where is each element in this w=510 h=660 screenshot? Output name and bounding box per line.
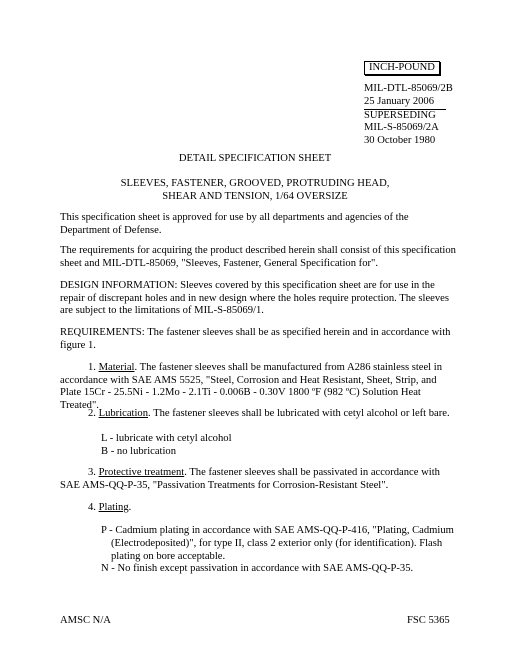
material-heading: Material bbox=[98, 362, 135, 373]
material-text: . The fastener sleeves shall be manufactured from A286 stainless steel in accordance with SAE AMS 5525, "Steel, Corrosion and Heat Resistant, Sheet, Strip, and Plate 15Cr - 25.5Ni - 1.2Mo - 2.1Ti - 0.006B - 0.30V 1800 ºF (982 ºC) Solution Heat Treated". bbox=[60, 362, 443, 411]
protective-number: 3. bbox=[88, 467, 96, 478]
superseding-label: SUPERSEDING bbox=[364, 109, 436, 121]
document-header bbox=[364, 83, 453, 148]
protective-treatment-paragraph bbox=[60, 467, 456, 492]
spec-title-line1: SLEEVES, FASTENER, GROOVED, PROTRUDING HEAD, bbox=[120, 178, 390, 189]
lubrication-number: 2. bbox=[88, 408, 96, 419]
material-number: 1. bbox=[88, 362, 96, 373]
plating-option-n: N - No finish except passivation in accordance with SAE AMS-QQ-P-35. bbox=[101, 563, 414, 574]
document-id: MIL-DTL-85069/2B bbox=[364, 83, 453, 94]
plating-option-p-line1: P - Cadmium plating in accordance with SAE AMS-QQ-P-416, "Plating, Cadmium bbox=[101, 525, 454, 536]
plating-heading-dot: . bbox=[128, 502, 132, 513]
lubrication-option-b: B - no lubrication bbox=[101, 446, 177, 457]
footer-amsc: AMSC N/A bbox=[60, 615, 111, 626]
plating-number: 4. bbox=[88, 502, 96, 513]
acquisition-paragraph: The requirements for acquiring the product described herein shall consist of this specification sheet and MIL-DTL-85069, "Sleeves, Fastener, General Specification for". bbox=[60, 245, 456, 269]
plating-option-p-line3: plating on bore acceptable. bbox=[111, 551, 226, 562]
sheet-title: DETAIL SPECIFICATION SHEET bbox=[178, 153, 332, 164]
footer-fsc: FSC 5365 bbox=[407, 615, 450, 626]
document-date: 25 January 2006 bbox=[364, 96, 446, 110]
material-paragraph bbox=[60, 362, 456, 412]
protective-text: . The fastener sleeves shall be passivated in accordance with SAE AMS-QQ-P-35, "Passivation Treatments for Corrosion-Resistant Steel". bbox=[60, 467, 440, 491]
superseded-id: MIL-S-85069/2A bbox=[364, 122, 439, 134]
requirements-paragraph: REQUIREMENTS: The fastener sleeves shall be as specified herein and in accordance with figure 1. bbox=[60, 327, 451, 351]
lubrication-heading: Lubrication bbox=[98, 408, 149, 419]
spec-title-line2: SHEAR AND TENSION, 1/64 OVERSIZE bbox=[162, 191, 348, 202]
approval-paragraph: This specification sheet is approved for use by all departments and agencies of the Department of Defense. bbox=[60, 212, 409, 236]
protective-heading: Protective treatment bbox=[98, 467, 185, 478]
inch-pound-label: INCH-POUND bbox=[364, 61, 440, 75]
lubrication-option-l: L - lubricate with cetyl alcohol bbox=[101, 433, 232, 444]
design-information-paragraph: DESIGN INFORMATION: Sleeves covered by this specification sheet are for use in the repair of discrepant holes and in new design where the holes require protection. The sleeves are subject to the limitations of MIL-S-85069/1. bbox=[60, 280, 449, 317]
plating-heading-line bbox=[88, 502, 131, 515]
lubrication-paragraph bbox=[60, 408, 456, 421]
plating-option-p-line2: (Electrodeposited)", for type II, class 2 exterior only (for identification). Flash bbox=[111, 538, 443, 549]
superseded-date: 30 October 1980 bbox=[364, 135, 436, 147]
lubrication-text: . The fastener sleeves shall be lubricated with cetyl alcohol or left bare. bbox=[148, 408, 450, 419]
plating-heading: Plating bbox=[98, 502, 129, 513]
